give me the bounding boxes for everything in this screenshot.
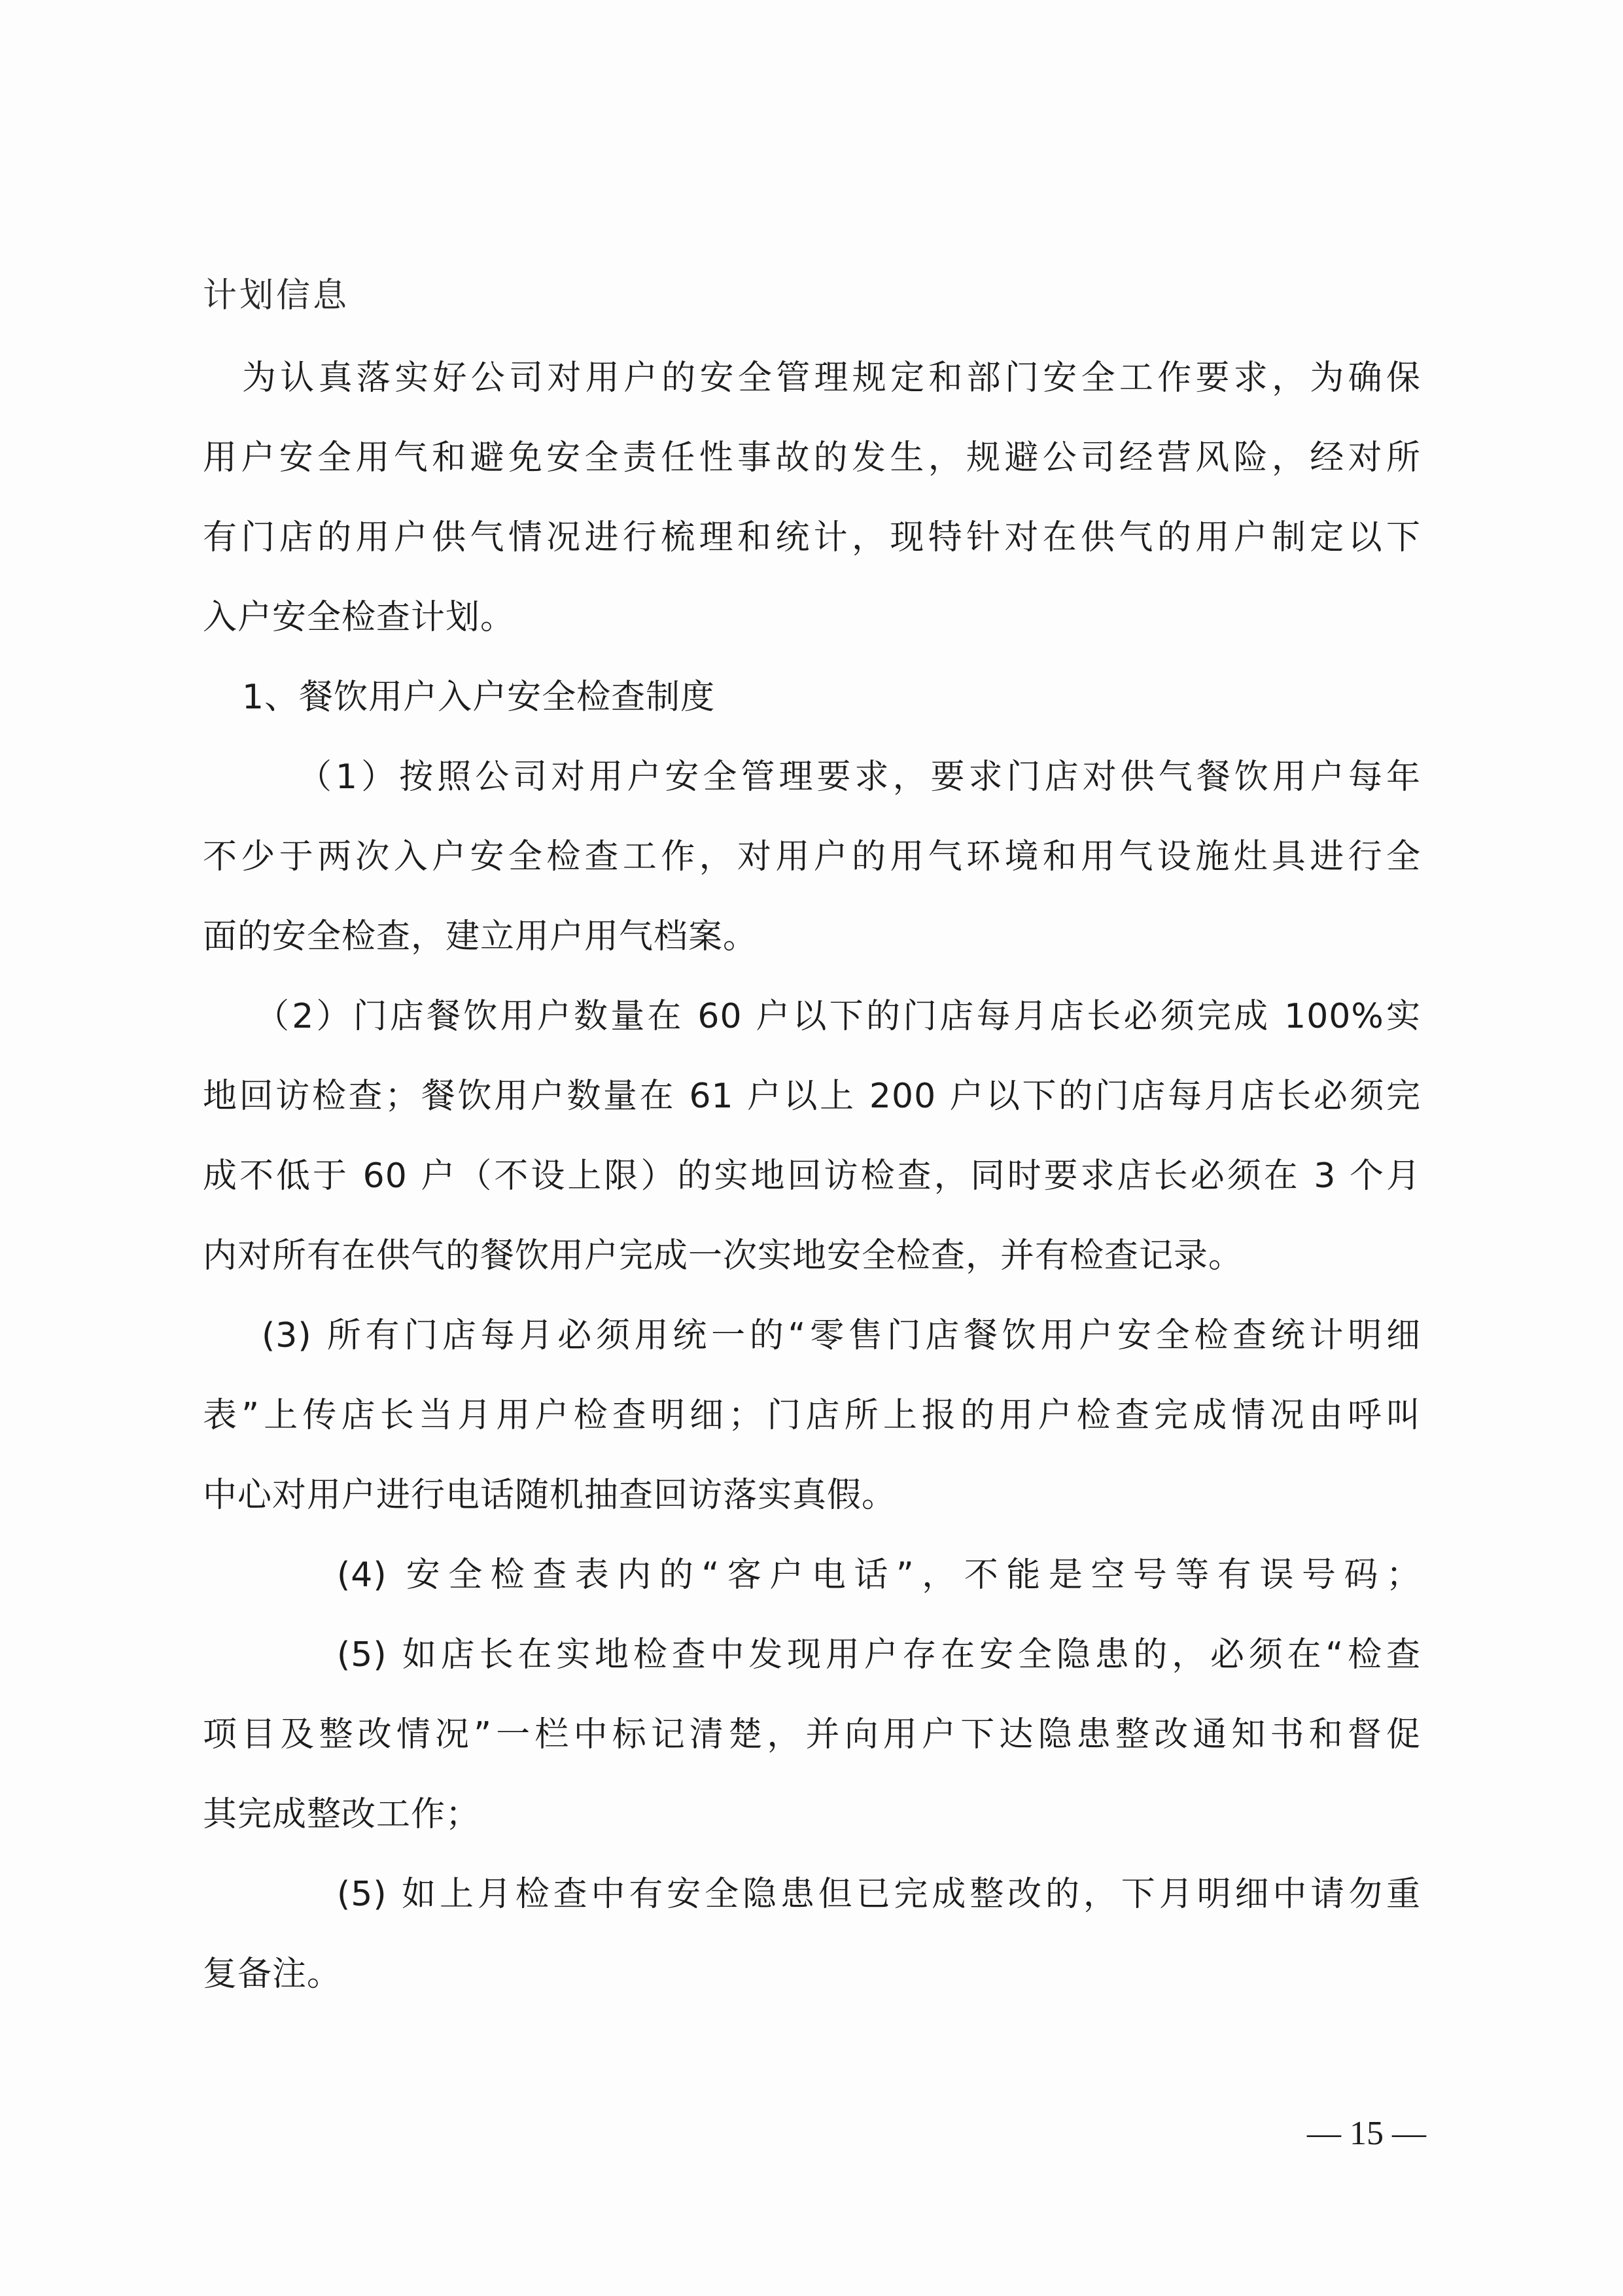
item-line: 面的安全检查，建立用户用气档案。	[203, 917, 758, 956]
item-line: 不少于两次入户安全检查工作，对用户的用气环境和用气设施灶具进行全	[203, 837, 1421, 877]
page-heading: 计划信息	[203, 276, 350, 315]
item-line: 成不低于 60 户（不设上限）的实地回访检查，同时要求店长必须在 3 个月	[203, 1157, 1421, 1196]
item-line: (3) 所有门店每月必须用统一的“零售门店餐饮用户安全检查统计明细	[262, 1316, 1421, 1355]
item-line: 表”上传店长当月用户检查明细；门店所上报的用户检查完成情况由呼叫	[203, 1396, 1421, 1435]
item-line: (4) 安全检查表内的“客户电话”，不能是空号等有误号码；	[337, 1556, 1421, 1595]
page-number: — 15 —	[1307, 2115, 1426, 2152]
item-line: （1）按照公司对用户安全管理要求，要求门店对供气餐饮用户每年	[298, 757, 1421, 797]
item-line: 复备注。	[203, 1955, 342, 1994]
item-line: 内对所有在供气的餐饮用户完成一次实地安全检查，并有检查记录。	[203, 1236, 1244, 1276]
item-line: 中心对用户进行电话随机抽查回访落实真假。	[203, 1476, 897, 1515]
intro-line: 用户安全用气和避免安全责任性事故的发生，规避公司经营风险，经对所	[203, 438, 1421, 478]
item-line: 地回访检查；餐饮用户数量在 61 户以上 200 户以下的门店每月店长必须完	[203, 1077, 1421, 1116]
item-line: 项目及整改情况”一栏中标记清楚，并向用户下达隐患整改通知书和督促	[203, 1715, 1421, 1754]
intro-line: 入户安全检查计划。	[203, 598, 515, 637]
item-line: 其完成整改工作；	[203, 1795, 481, 1834]
intro-line: 为认真落实好公司对用户的安全管理规定和部门安全工作要求，为确保	[242, 358, 1421, 398]
item-line: （2）门店餐饮用户数量在 60 户以下的门店每月店长必须完成 100%实	[255, 997, 1421, 1036]
item-line: (5) 如店长在实地检查中发现用户存在安全隐患的，必须在“检查	[337, 1635, 1421, 1675]
item-line: (5) 如上月检查中有安全隐患但已完成整改的，下月明细中请勿重	[337, 1875, 1421, 1914]
intro-line: 有门店的用户供气情况进行梳理和统计，现特针对在供气的用户制定以下	[203, 518, 1421, 557]
section-title: 1、餐饮用户入户安全检查制度	[242, 678, 716, 717]
